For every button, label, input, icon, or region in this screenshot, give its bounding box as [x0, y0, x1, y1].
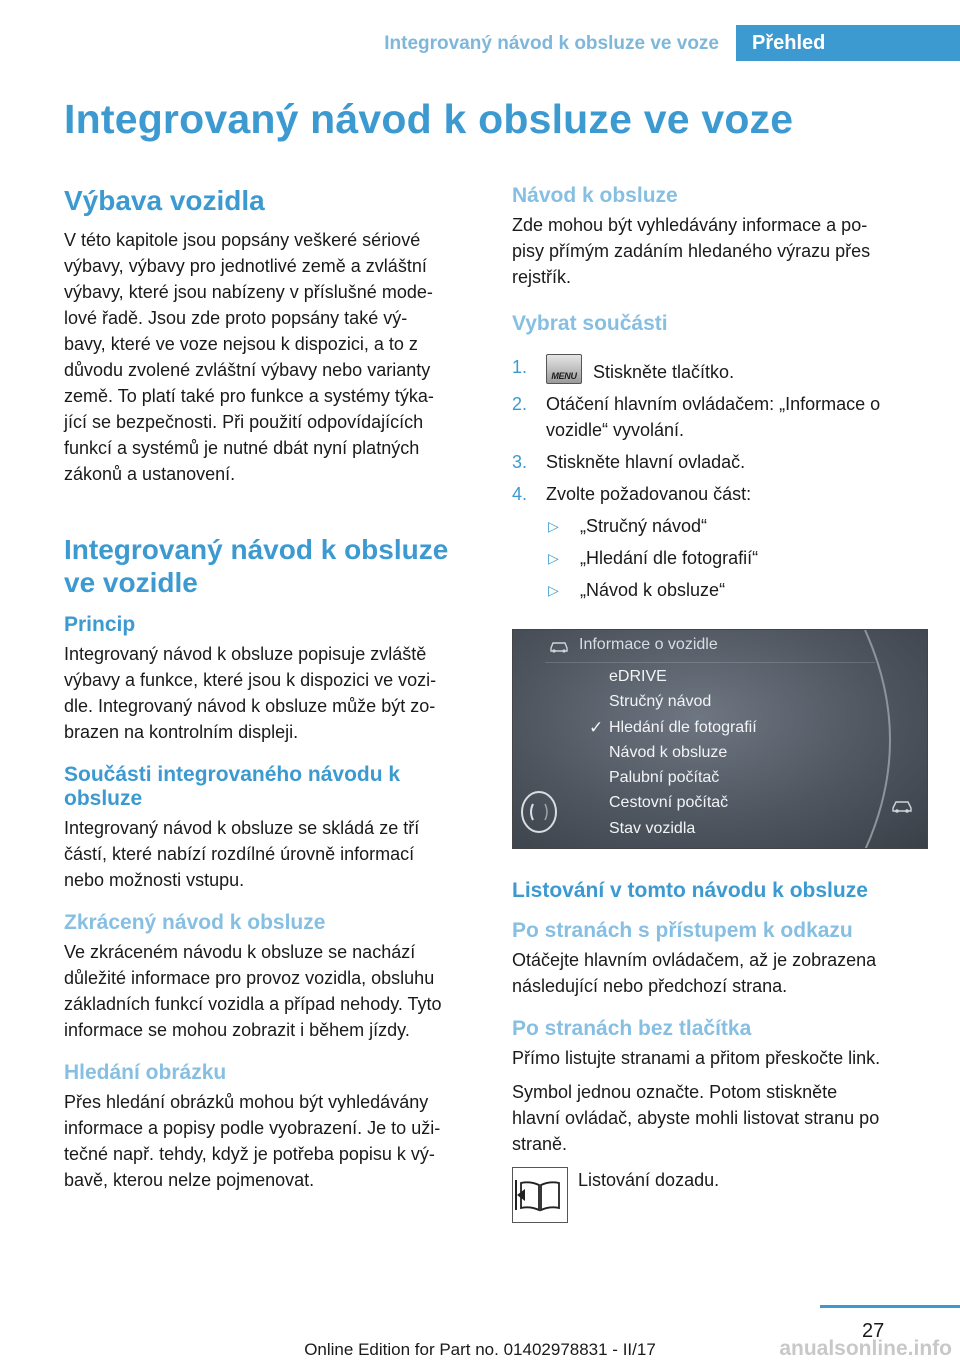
paragraph-vybava [64, 227, 482, 487]
text-line: Symbol jednou označte. Potom stiskněte [512, 1082, 838, 1102]
paragraph-bez-2 [512, 1079, 932, 1157]
heading-soucasti [64, 763, 482, 811]
heading-line: Součásti integrovaného návodu k [64, 763, 401, 786]
heading-vybrat-soucasti: Vybrat součásti [512, 312, 668, 335]
screen-menu-item[interactable]: Palubní počítač [609, 769, 720, 786]
controller-knob-icon [519, 790, 559, 834]
text-line: brazen na kontrolním displeji. [64, 722, 299, 742]
triangle-bullet-icon: ▷ [548, 550, 559, 566]
page-number: 27 [862, 1320, 885, 1342]
screen-menu-item[interactable]: Návod k obsluze [609, 744, 728, 761]
text-line: základních funkcí vozidla a případ nehody. Tyto [64, 994, 442, 1014]
heading-princip: Princip [64, 613, 136, 636]
step-text: vozidle“ vyvolání. [546, 420, 685, 440]
paragraph-princip [64, 641, 482, 745]
heading-line: ve vozidle [64, 567, 198, 598]
left-column [64, 184, 482, 1193]
text-line: výbavy, které jsou nabízeny v příslušné mode- [64, 282, 433, 302]
watermark: anualsonline.info [779, 1337, 952, 1360]
step-number: 3. [512, 452, 528, 472]
menu-button-icon [546, 354, 582, 384]
paragraph-soucasti [64, 815, 482, 893]
screen-menu-item[interactable]: Stručný návod [609, 693, 712, 710]
triangle-bullet-icon: ▷ [548, 582, 559, 598]
text-line: důvodu zvolené zvláštní výbavy nebo varianty [64, 360, 431, 380]
screen-menu-item-selected[interactable]: Hledání dle fotografií [609, 719, 757, 736]
heading-line: Integrovaný návod k obsluze [64, 534, 449, 565]
text-line: hlavní ovládač, abyste mohli listovat stranu po [512, 1108, 880, 1128]
heading-zkraceny-navod: Zkrácený návod k obsluze [64, 911, 326, 934]
text-line: jící se bezpečnosti. Při použití odpovídajících [64, 412, 424, 432]
section-zkraceny-navod [64, 911, 482, 1043]
step-item [512, 481, 932, 507]
heading-vybava-vozidla: Výbava vozidla [64, 185, 265, 216]
screen-menu-item[interactable]: Cestovní počítač [609, 794, 729, 811]
section-soucasti [64, 763, 482, 893]
text-line: částí, které nabízí rozdílné úrovně informací [64, 844, 415, 864]
text-line: Ve zkráceném návodu k obsluze se nachází [64, 942, 416, 962]
text-line: bavě, kterou nelze pojmenovat. [64, 1170, 315, 1190]
paragraph-bez-1: Přímo listujte stranami a přitom přeskočte link. [512, 1048, 881, 1068]
page-back-row [512, 1167, 932, 1237]
section-vybrat-soucasti [512, 312, 932, 603]
step-text: Zvolte požadovanou část: [546, 484, 752, 504]
text-line: tečné např. tehdy, když je potřeba popisu k vý- [64, 1144, 435, 1164]
text-line: Přes hledání obrázků mohou být vyhledávány [64, 1092, 429, 1112]
text-line: dle. Integrovaný návod k obsluze může být zo- [64, 696, 436, 716]
section-listovani [512, 879, 932, 903]
heading-hledani-obrazku: Hledání obrázku [64, 1061, 227, 1084]
section-navod-k-obsluze [512, 184, 932, 290]
page-back-caption: Listování dozadu. [578, 1170, 720, 1190]
step-item [512, 354, 932, 385]
screen-divider [545, 662, 875, 663]
section-princip [64, 613, 482, 745]
text-line: pisy přímým zadáním hledaného výrazu přes [512, 241, 871, 261]
heading-line: obsluze [64, 787, 143, 810]
heading-po-stranach-bez: Po stranách bez tlačítka [512, 1017, 752, 1040]
text-line: výbavy, výbavy pro jednotlivé země a zvláštní [64, 256, 427, 276]
text-line: lové řadě. Jsou zde proto popsány také vý- [64, 308, 408, 328]
text-line: země. To platí také pro funkce a systémy týka- [64, 386, 434, 406]
text-line: zákonů a ustanovení. [64, 464, 236, 484]
sub-item [512, 545, 932, 571]
step-item [512, 449, 932, 475]
text-line: informace se mohou zobrazit i během jízdy. [64, 1020, 410, 1040]
text-line: nebo možnosti vstupu. [64, 870, 245, 890]
heading-navod-ve-vozidle [64, 533, 482, 599]
page-back-icon[interactable] [512, 1167, 568, 1223]
header-tab-prehled[interactable]: Přehled [736, 25, 960, 61]
car-icon [891, 798, 913, 814]
step-item [512, 391, 932, 443]
book-back-icon [513, 1168, 567, 1222]
section-po-stranach-odkaz [512, 919, 932, 999]
sub-item-text: „Návod k obsluze“ [580, 580, 726, 600]
text-line: následující nebo předchozí strana. [512, 976, 788, 996]
text-line: funkcí a systémů je nutné dbát nyní platných [64, 438, 420, 458]
footer-rule [820, 1305, 960, 1308]
steps-list [512, 354, 932, 507]
screen-title: Informace o vozidle [579, 636, 718, 653]
screen-menu-item[interactable]: eDRIVE [609, 668, 667, 685]
car-icon [549, 639, 569, 653]
header-section-title: Integrovaný návod k obsluze ve voze [384, 33, 719, 54]
sub-item [512, 513, 932, 539]
text-line: Zde mohou být vyhledávány informace a po- [512, 215, 868, 235]
footer-edition: Online Edition for Part no. 01402978831 - II/17 [304, 1340, 656, 1359]
paragraph-odkaz [512, 947, 932, 999]
text-line: výbavy a funkce, které jsou k dispozici ve vozi- [64, 670, 437, 690]
text-line: bavy, které ve voze nejsou k dispozici, a to z [64, 334, 418, 354]
section-navod-ve-vozidle [64, 533, 482, 599]
step-number: 2. [512, 394, 528, 414]
right-column [512, 184, 932, 1237]
check-icon: ✓ [589, 718, 604, 737]
screen-arc-decoration [855, 630, 915, 849]
sub-item [512, 577, 932, 603]
heading-listovani: Listování v tomto návodu k obsluze [512, 879, 868, 902]
section-hledani-obrazku [64, 1061, 482, 1193]
paragraph-hledani [64, 1089, 482, 1193]
text-line: Integrovaný návod k obsluze se skládá ze tří [64, 818, 420, 838]
text-line: Integrovaný návod k obsluze popisuje zvláště [64, 644, 427, 664]
screen-menu-item[interactable]: Stav vozidla [609, 820, 696, 837]
text-line: rejstřík. [512, 267, 572, 287]
heading-po-stranach-odkaz: Po stranách s přístupem k odkazu [512, 919, 853, 942]
step-number: 4. [512, 484, 528, 504]
paragraph-navod [512, 212, 932, 290]
text-line: straně. [512, 1134, 568, 1154]
step-text: Stiskněte hlavní ovladač. [546, 452, 746, 472]
paragraph-zkraceny [64, 939, 482, 1043]
sub-item-text: „Hledání dle fotografií“ [580, 548, 759, 568]
section-vybava-vozidla [64, 184, 482, 487]
heading-navod-k-obsluze: Návod k obsluze [512, 184, 678, 207]
step-text: Otáčení hlavním ovládačem: „Informace o [546, 394, 881, 414]
menu-button-label: MENU [551, 371, 577, 381]
step-text: Stiskněte tlačítko. [588, 362, 735, 382]
text-line: Otáčejte hlavním ovládačem, až je zobrazena [512, 950, 877, 970]
page-title: Integrovaný návod k obsluze ve voze [64, 96, 794, 142]
triangle-bullet-icon: ▷ [548, 518, 559, 534]
text-line: V této kapitole jsou popsány veškeré sériové [64, 230, 421, 250]
step-number: 1. [512, 357, 528, 377]
section-po-stranach-bez-tlacitka [512, 1017, 932, 1237]
text-line: důležité informace pro provoz vozidla, obsluhu [64, 968, 435, 988]
vehicle-info-screen [512, 629, 928, 849]
text-line: informace a popisy podle vyobrazení. Je to uži- [64, 1118, 441, 1138]
sub-item-text: „Stručný návod“ [580, 516, 708, 536]
